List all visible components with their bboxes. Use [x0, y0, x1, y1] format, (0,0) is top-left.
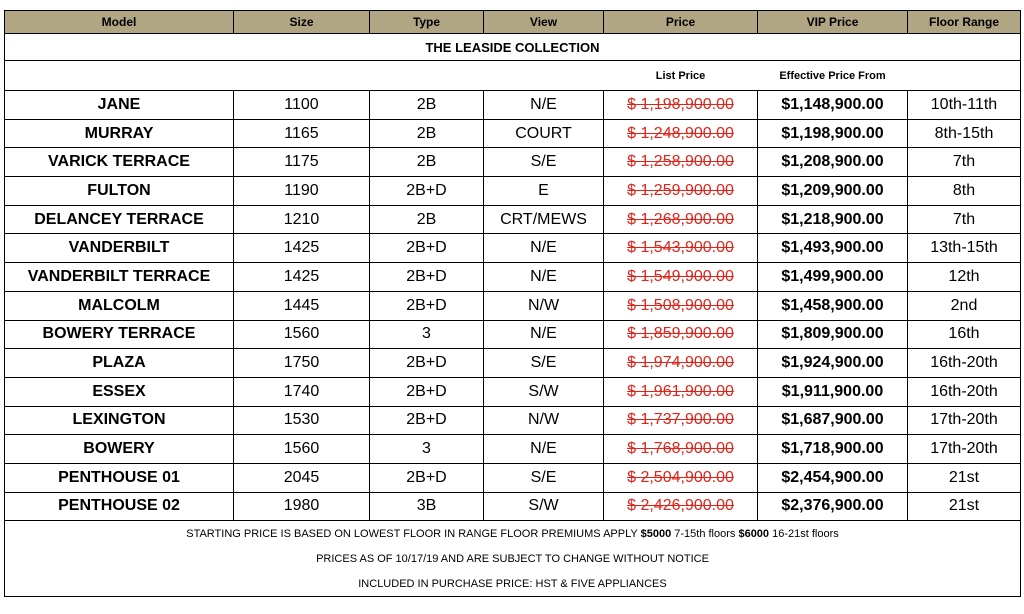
table-row	[5, 263, 1021, 292]
cell-view: N/E	[484, 91, 604, 120]
cell-size: 1210	[234, 205, 370, 234]
cell-size: 1165	[234, 119, 370, 148]
cell-size: 1740	[234, 377, 370, 406]
cell-floor-range: 16th-20th	[908, 349, 1021, 378]
cell-model: BOWERY	[5, 435, 234, 464]
cell-floor-range: 7th	[908, 148, 1021, 177]
notes	[5, 521, 1021, 597]
cell-model: VANDERBILT TERRACE	[5, 263, 234, 292]
cell-size: 1425	[234, 263, 370, 292]
cell-vip-price: $1,499,900.00	[758, 263, 908, 292]
cell-size: 1190	[234, 177, 370, 206]
cell-type: 2B	[370, 119, 484, 148]
cell-floor-range: 8th	[908, 177, 1021, 206]
cell-vip-price: $1,493,900.00	[758, 234, 908, 263]
cell-model: LEXINGTON	[5, 406, 234, 435]
cell-floor-range: 16th	[908, 320, 1021, 349]
header-size: Size	[234, 11, 370, 34]
cell-model: JANE	[5, 91, 234, 120]
subhead-blank	[484, 61, 604, 91]
cell-floor-range: 8th-15th	[908, 119, 1021, 148]
cell-vip-price: $1,458,900.00	[758, 291, 908, 320]
cell-model: PENTHOUSE 01	[5, 463, 234, 492]
cell-floor-range: 7th	[908, 205, 1021, 234]
cell-view: CRT/MEWS	[484, 205, 604, 234]
table-row	[5, 205, 1021, 234]
cell-list-price: $ 2,426,900.00	[604, 492, 758, 521]
cell-size: 1425	[234, 234, 370, 263]
price-table	[4, 10, 1021, 597]
cell-type: 2B	[370, 148, 484, 177]
cell-floor-range: 10th-11th	[908, 91, 1021, 120]
note-included: INCLUDED IN PURCHASE PRICE: HST & FIVE APPLIANCES	[5, 571, 1021, 597]
table-header	[5, 11, 1021, 34]
header-model: Model	[5, 11, 234, 34]
cell-list-price: $ 1,737,900.00	[604, 406, 758, 435]
cell-type: 2B+D	[370, 177, 484, 206]
note-price-date: PRICES AS OF 10/17/19 AND ARE SUBJECT TO CHANGE WITHOUT NOTICE	[5, 546, 1021, 571]
cell-list-price: $ 1,508,900.00	[604, 291, 758, 320]
cell-size: 1560	[234, 435, 370, 464]
table-row	[5, 435, 1021, 464]
cell-floor-range: 21st	[908, 492, 1021, 521]
subhead-blank	[908, 61, 1021, 91]
subhead-blank	[5, 61, 234, 91]
cell-vip-price: $1,198,900.00	[758, 119, 908, 148]
cell-list-price: $ 1,248,900.00	[604, 119, 758, 148]
cell-list-price: $ 1,198,900.00	[604, 91, 758, 120]
subhead-blank	[370, 61, 484, 91]
cell-type: 2B+D	[370, 291, 484, 320]
note-premium-amount: $5000	[640, 527, 672, 540]
cell-floor-range: 2nd	[908, 291, 1021, 320]
cell-model: VARICK TERRACE	[5, 148, 234, 177]
table-row	[5, 320, 1021, 349]
subhead-effective-price: Effective Price From	[758, 61, 908, 91]
cell-size: 1100	[234, 91, 370, 120]
cell-list-price: $ 1,974,900.00	[604, 349, 758, 378]
cell-size: 1980	[234, 492, 370, 521]
cell-view: N/E	[484, 320, 604, 349]
cell-vip-price: $1,718,900.00	[758, 435, 908, 464]
cell-list-price: $ 1,859,900.00	[604, 320, 758, 349]
cell-type: 2B+D	[370, 377, 484, 406]
cell-floor-range: 17th-20th	[908, 406, 1021, 435]
cell-list-price: $ 1,543,900.00	[604, 234, 758, 263]
cell-floor-range: 16th-20th	[908, 377, 1021, 406]
header-view: View	[484, 11, 604, 34]
unit-rows	[5, 91, 1021, 521]
cell-model: PLAZA	[5, 349, 234, 378]
cell-view: N/E	[484, 435, 604, 464]
cell-vip-price: $1,924,900.00	[758, 349, 908, 378]
cell-list-price: $ 1,961,900.00	[604, 377, 758, 406]
table-row	[5, 349, 1021, 378]
table-row	[5, 234, 1021, 263]
table-row	[5, 463, 1021, 492]
cell-view: N/E	[484, 263, 604, 292]
cell-model: FULTON	[5, 177, 234, 206]
cell-model: MALCOLM	[5, 291, 234, 320]
header-price: Price	[604, 11, 758, 34]
cell-list-price: $ 1,259,900.00	[604, 177, 758, 206]
header-floor-range: Floor Range	[908, 11, 1021, 34]
table-row	[5, 377, 1021, 406]
cell-vip-price: $1,911,900.00	[758, 377, 908, 406]
cell-size: 1750	[234, 349, 370, 378]
note-text: 16-21st floors	[769, 527, 839, 540]
note-premium-amount: $6000	[738, 527, 770, 540]
cell-floor-range: 21st	[908, 463, 1021, 492]
table-row	[5, 291, 1021, 320]
cell-view: S/E	[484, 349, 604, 378]
note-text: STARTING PRICE IS BASED ON LOWEST FLOOR IN RANGE FLOOR PREMIUMS APPLY	[186, 527, 641, 540]
cell-view: S/W	[484, 377, 604, 406]
table-row	[5, 148, 1021, 177]
cell-vip-price: $1,208,900.00	[758, 148, 908, 177]
subhead-list-price: List Price	[604, 61, 758, 91]
cell-model: ESSEX	[5, 377, 234, 406]
cell-model: VANDERBILT	[5, 234, 234, 263]
cell-vip-price: $1,687,900.00	[758, 406, 908, 435]
table-row	[5, 177, 1021, 206]
cell-list-price: $ 1,258,900.00	[604, 148, 758, 177]
header-vip-price: VIP Price	[758, 11, 908, 34]
cell-view: S/W	[484, 492, 604, 521]
cell-size: 1175	[234, 148, 370, 177]
cell-view: S/E	[484, 148, 604, 177]
table-row	[5, 406, 1021, 435]
cell-floor-range: 17th-20th	[908, 435, 1021, 464]
table-row	[5, 119, 1021, 148]
cell-vip-price: $1,209,900.00	[758, 177, 908, 206]
cell-view: S/E	[484, 463, 604, 492]
price-sheet	[4, 10, 1020, 608]
cell-type: 3	[370, 320, 484, 349]
collection-title: THE LEASIDE COLLECTION	[5, 34, 1021, 61]
cell-type: 3	[370, 435, 484, 464]
cell-size: 1560	[234, 320, 370, 349]
cell-vip-price: $1,148,900.00	[758, 91, 908, 120]
cell-list-price: $ 1,549,900.00	[604, 263, 758, 292]
cell-list-price: $ 1,268,900.00	[604, 205, 758, 234]
cell-model: PENTHOUSE 02	[5, 492, 234, 521]
note-floor-premiums	[5, 521, 1021, 547]
table-row	[5, 91, 1021, 120]
table-row	[5, 492, 1021, 521]
cell-floor-range: 12th	[908, 263, 1021, 292]
cell-view: E	[484, 177, 604, 206]
note-text: 7-15th floors	[671, 527, 739, 540]
cell-vip-price: $2,376,900.00	[758, 492, 908, 521]
cell-type: 2B+D	[370, 349, 484, 378]
cell-type: 2B	[370, 205, 484, 234]
cell-view: COURT	[484, 119, 604, 148]
cell-list-price: $ 2,504,900.00	[604, 463, 758, 492]
cell-view: N/W	[484, 291, 604, 320]
cell-model: DELANCEY TERRACE	[5, 205, 234, 234]
cell-type: 2B+D	[370, 234, 484, 263]
header-type: Type	[370, 11, 484, 34]
cell-type: 2B+D	[370, 406, 484, 435]
cell-vip-price: $1,218,900.00	[758, 205, 908, 234]
cell-vip-price: $2,454,900.00	[758, 463, 908, 492]
cell-vip-price: $1,809,900.00	[758, 320, 908, 349]
cell-type: 2B+D	[370, 263, 484, 292]
cell-size: 1445	[234, 291, 370, 320]
cell-model: MURRAY	[5, 119, 234, 148]
cell-view: N/E	[484, 234, 604, 263]
cell-size: 2045	[234, 463, 370, 492]
cell-floor-range: 13th-15th	[908, 234, 1021, 263]
cell-type: 2B	[370, 91, 484, 120]
cell-view: N/W	[484, 406, 604, 435]
subhead-blank	[234, 61, 370, 91]
cell-model: BOWERY TERRACE	[5, 320, 234, 349]
cell-size: 1530	[234, 406, 370, 435]
cell-type: 3B	[370, 492, 484, 521]
cell-list-price: $ 1,768,900.00	[604, 435, 758, 464]
cell-type: 2B+D	[370, 463, 484, 492]
